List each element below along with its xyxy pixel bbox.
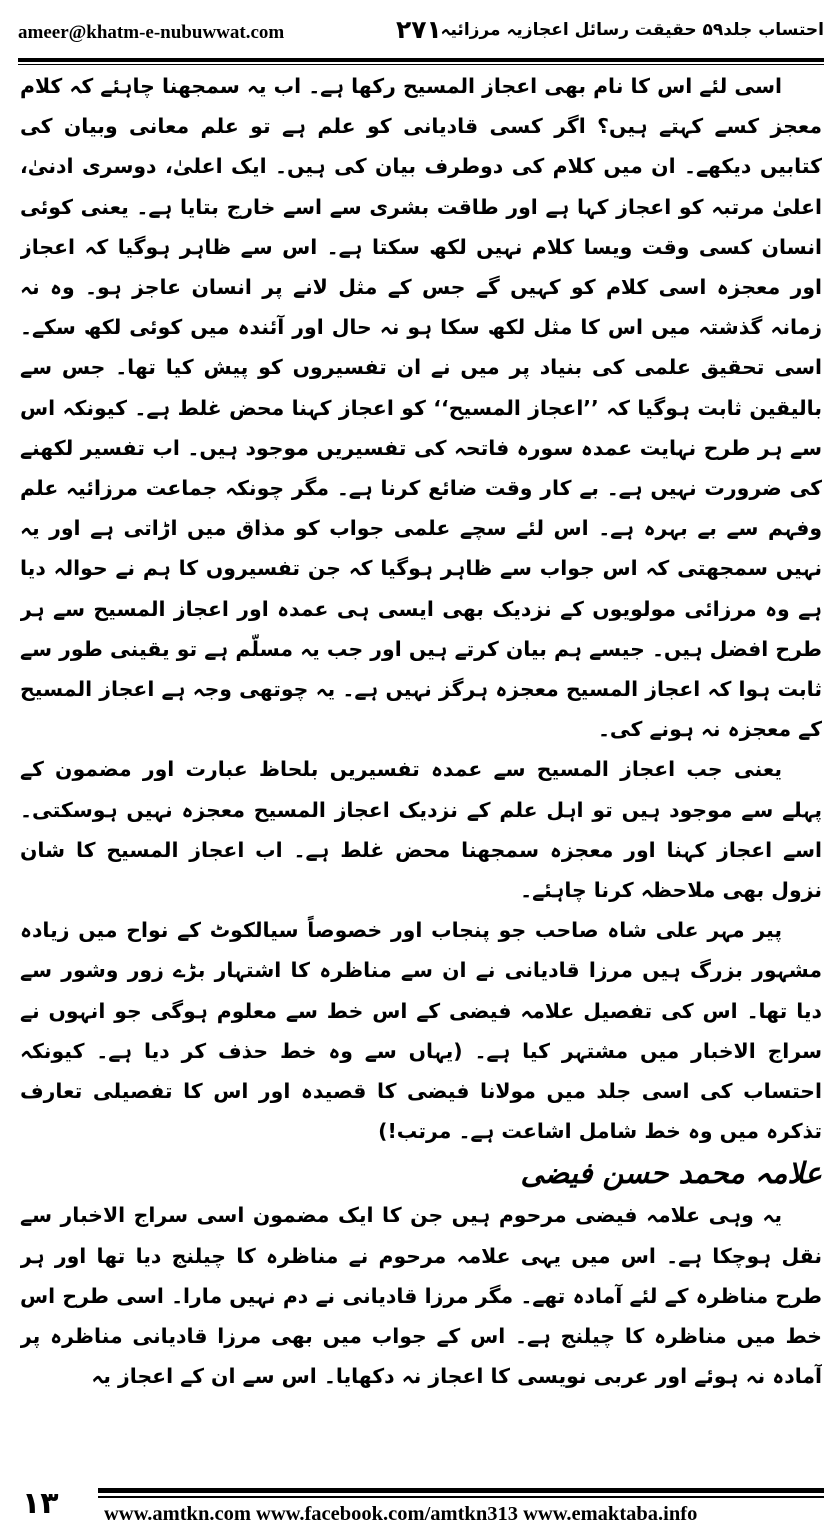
page-header bbox=[18, 14, 824, 54]
closing-paragraph: یہ وہی علامہ فیضی مرحوم ہیں جن کا ایک مضمون اسی سراج الاخبار سے نقل ہوچکا ہے۔ اس میں یہی علامہ مرحوم نے مناظرہ کا چیلنج دیا تھا اور ہر طرح مناظرہ کے لئے آمادہ تھے۔ مگر مرزا قادیانی نے دم نہیں مارا۔ اسی طرح اس خط میں مناظرہ کا چیلنج ہے۔ اس کے جواب میں بھی مرزا قادیانی مناظرہ پر آمادہ نہ ہوئے اور عربی نویسی کا اعجاز نہ دکھایا۔ اس سے ان کے اعجاز یہ bbox=[20, 1203, 822, 1389]
header-running-title: احتساب جلد۵۹ حقیقت رسائل اعجازیہ مرزائیہ bbox=[440, 20, 824, 40]
page-body bbox=[20, 66, 822, 1471]
footer-links: www.amtkn.com www.facebook.com/amtkn313 www.emaktaba.info bbox=[104, 1503, 698, 1525]
header-page-number: ۲۷۱ bbox=[396, 15, 442, 44]
signature: علامہ محمد حسن فیضی bbox=[520, 1156, 822, 1191]
page-footer bbox=[18, 1488, 824, 1530]
header-email: ameer@khatm-e-nubuwwat.com bbox=[18, 22, 285, 43]
paragraph: پیر مہر علی شاہ صاحب جو پنجاب اور خصوصاً سیالکوٹ کے نواح میں زیادہ مشہور بزرگ ہیں مرزا قادیانی نے ان سے مناظرہ کا اشتہار بڑے زور وشور سے دیا تھا۔ اس کی تفصیل علامہ فیضی کے اس خط سے معلوم ہوگی جو انہوں نے سراج الاخبار میں مشتہر کیا ہے۔ (یہاں سے وہ خط حذف کر دیا ہے۔ کیونکہ احتساب کی اسی جلد میں مولانا فیضی کا قصیدہ اور اس کا تفصیلی تعارف تذکرہ میں وہ خط شامل اشاعت ہے۔ مرتب!) bbox=[20, 918, 822, 1144]
footer-page-number: ۱۳ bbox=[22, 1486, 59, 1521]
paragraph: اسی لئے اس کا نام بھی اعجاز المسیح رکھا ہے۔ اب یہ سمجھنا چاہئے کہ کلام معجز کسے کہتے ہیں؟ اگر کسی قادیانی کو علم ہے تو علم معانی وبیان کی کتابیں دیکھے۔ ان میں کلام کی دوطرف بیان کی ہیں۔ ایک اعلیٰ، دوسری ادنیٰ، اعلیٰ مرتبہ کو اعجاز کہا ہے اور طاقت بشری سے اسے خارج بتایا ہے۔ یعنی کوئی انسان کسی وقت ویسا کلام نہیں لکھ سکتا ہے۔ اس سے ظاہر ہوگیا کہ اعجاز اور معجزہ اسی کلام کو کہیں گے جس کے مثل لانے پر انسان عاجز ہو۔ وہ نہ زمانہ گذشتہ میں اس کا مثل لکھ سکا ہو نہ حال اور آئندہ میں کوئی لکھ سکے۔ اسی تحقیق علمی کی بنیاد پر میں نے ان تفسیروں کو پیش کیا تھا۔ جس سے بالیقین ثابت ہوگیا کہ ’’اعجاز المسیح‘‘ کو اعجاز کہنا محض غلط ہے۔ کیونکہ اس سے ہر طرح نہایت عمدہ سورہ فاتحہ کی تفسیریں موجود ہیں۔ اب تفسیر لکھنے کی ضرورت نہیں ہے۔ بے کار وقت ضائع کرنا ہے۔ مگر چونکہ جماعت مرزائیہ علم وفہم سے بے بہرہ ہے۔ اس لئے سچے علمی جواب کو مذاق میں اڑاتی ہے اور یہ نہیں سمجھتی کہ اس جواب سے ظاہر ہوگیا کہ جن تفسیروں کا ہم نے حوالہ دیا ہے وہ مرزائی مولویوں کے نزدیک بھی ایسی ہی عمدہ اور اعجاز المسیح سے ہر طرح افضل ہیں۔ جیسے ہم بیان کرتے ہیں اور جب یہ مسلّم ہے تو یقینی طور سے ثابت ہوا کہ اعجاز المسیح معجزہ ہرگز نہیں ہے۔ یہ چوتھی وجہ ہے اعجاز المسیح کے معجزہ نہ ہونے کی۔ bbox=[20, 74, 822, 742]
footer-rule bbox=[98, 1488, 824, 1500]
header-rule bbox=[18, 58, 824, 65]
paragraph: یعنی جب اعجاز المسیح سے عمدہ تفسیریں بلحاظ عبارت اور مضمون کے پہلے سے موجود ہیں تو اہل علم کے نزدیک اعجاز المسیح معجزہ نہیں ہوسکتی۔ اسے اعجاز کہنا اور معجزہ سمجھنا محض غلط ہے۔ اب اعجاز المسیح کا شان نزول بھی ملاحظہ کرنا چاہئے۔ bbox=[20, 757, 822, 903]
